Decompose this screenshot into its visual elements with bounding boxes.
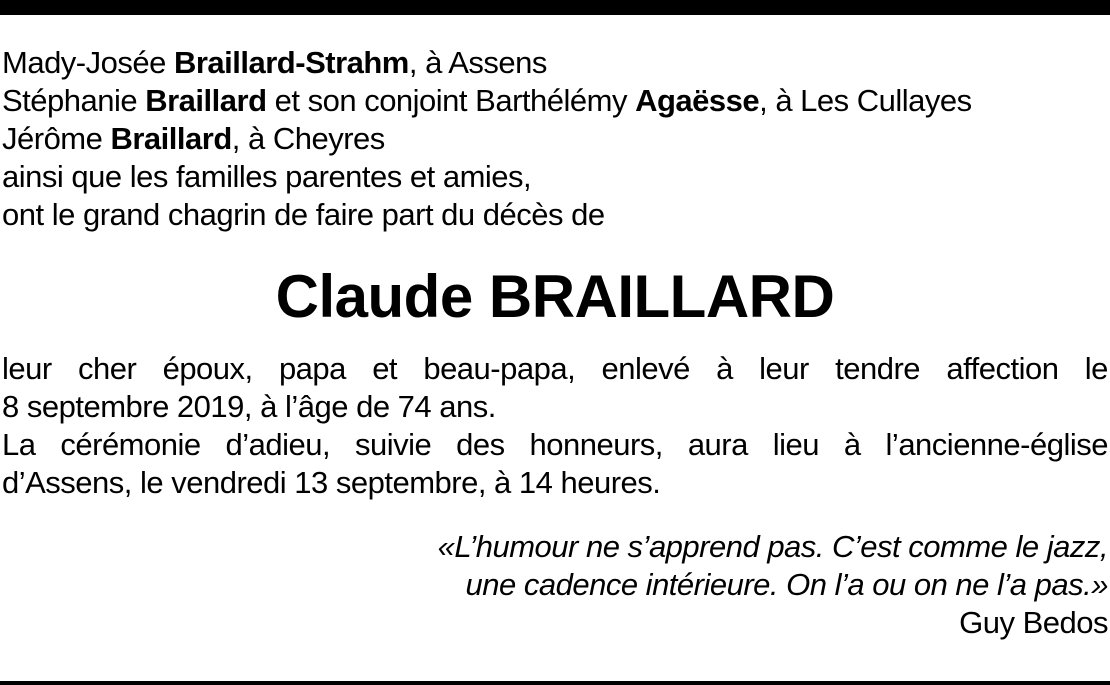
body-word: leur [2, 351, 52, 386]
intro-line: ont le grand chagrin de faire part du décès de [2, 197, 605, 232]
body-word: aura [687, 427, 748, 462]
body-word: l’ancienne-église [885, 427, 1108, 462]
mourner-line [2, 44, 1108, 82]
body-word: papa [278, 351, 346, 386]
deceased-name: Claude BRAILLARD [275, 263, 835, 330]
mourner-surname: Braillard-Strahm [173, 45, 409, 80]
body-word: à [716, 351, 733, 386]
mourner-surname: Braillard [110, 121, 232, 156]
body-line-justified [2, 350, 1108, 388]
mourners-list [2, 44, 1108, 234]
intro-line: ainsi que les familles parentes et amies, [2, 159, 532, 194]
body-line-justified [2, 426, 1108, 464]
body-word: époux, [162, 351, 253, 386]
mourner-line [2, 120, 1108, 158]
body-line: d’Assens, le vendredi 13 septembre, à 14 heures. [2, 465, 661, 500]
quote-line: «L’humour ne s’apprend pas. C’est comme le jazz, [437, 529, 1108, 564]
body-word: à [843, 427, 861, 462]
bottom-rule [0, 681, 1110, 685]
body-word: affection [946, 351, 1059, 386]
top-rule [0, 0, 1110, 15]
body-word: La [2, 427, 36, 462]
quote-author: Guy Bedos [959, 605, 1108, 640]
body-line: 8 septembre 2019, à l’âge de 74 ans. [2, 389, 496, 424]
mourner-first-name: Stéphanie [2, 83, 146, 118]
quote-block [2, 528, 1108, 642]
announcement-body [2, 350, 1108, 502]
body-word: beau-papa, [423, 351, 576, 386]
body-word: et [372, 351, 398, 386]
body-word: cher [77, 351, 137, 386]
mourner-surname: Braillard [145, 83, 267, 118]
body-word: enlevé [601, 351, 690, 386]
mourner-partner-surname: Agaësse [635, 83, 760, 118]
mourner-location: , à Les Cullayes [759, 83, 972, 118]
obituary-notice [2, 44, 1108, 642]
mourner-location: , à Cheyres [231, 121, 385, 156]
quote-line: une cadence intérieure. On l’a ou on ne l’a pas.» [465, 567, 1108, 602]
body-word: d’adieu, [225, 427, 331, 462]
body-word: suivie [355, 427, 432, 462]
mourner-line [2, 82, 1108, 120]
body-word: leur [759, 351, 809, 386]
mourner-first-name: Jérôme [2, 121, 111, 156]
body-word: le [1084, 351, 1108, 386]
body-word: des [456, 427, 505, 462]
mourner-partner-text: et son conjoint Barthélémy [266, 83, 636, 118]
body-word: lieu [772, 427, 820, 462]
body-word: cérémonie [60, 427, 201, 462]
mourner-first-name: Mady-Josée [2, 45, 174, 80]
mourner-location: , à Assens [408, 45, 547, 80]
body-word: tendre [835, 351, 921, 386]
body-word: honneurs, [529, 427, 663, 462]
